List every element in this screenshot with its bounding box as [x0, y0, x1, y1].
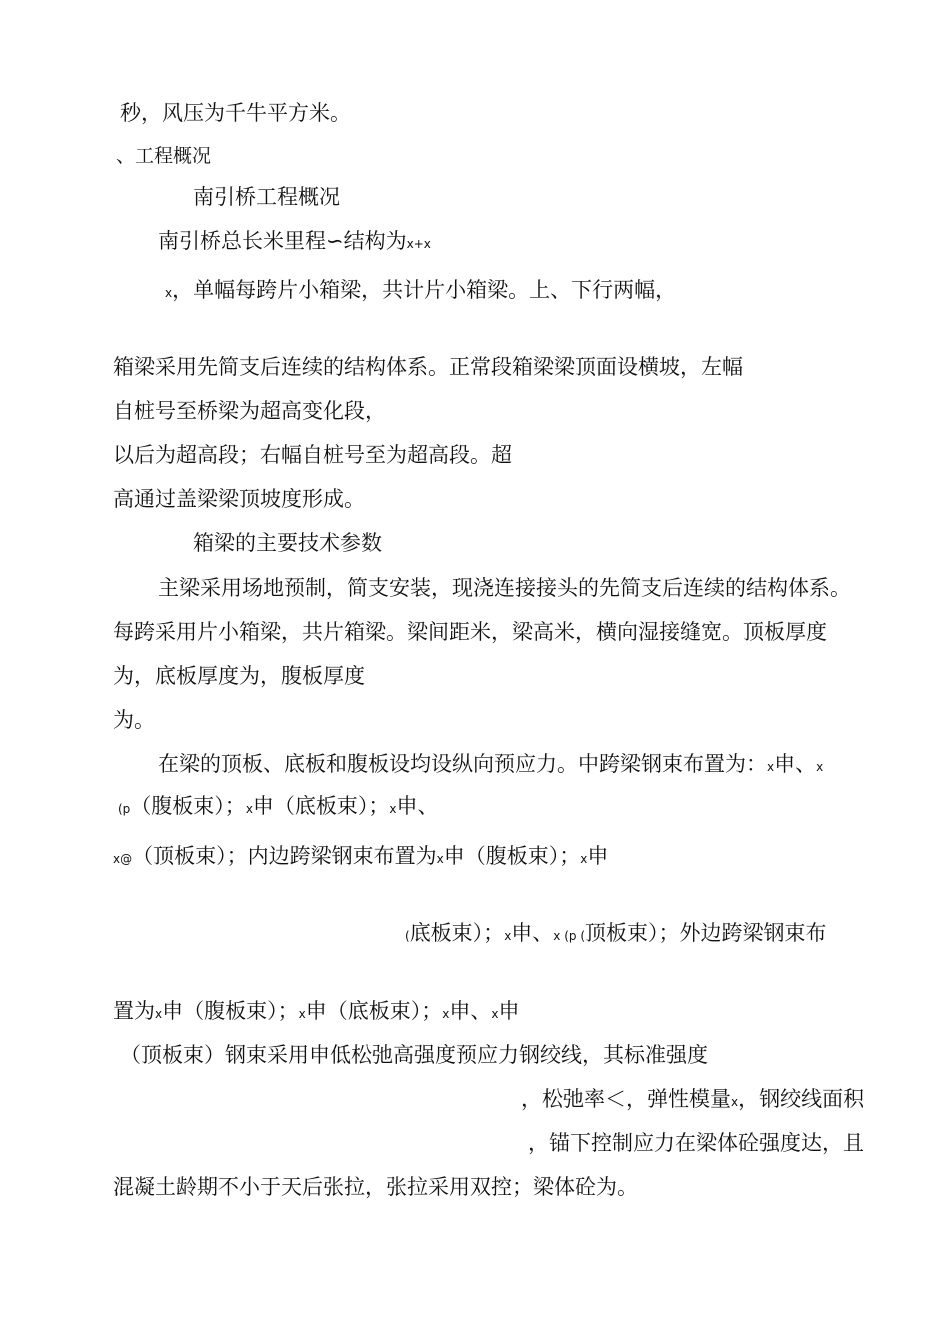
text-line: 混凝土龄期不小于天后张拉，张拉采用双控；梁体砼为。 — [113, 1175, 638, 1199]
text-line: 高通过盖梁梁顶坡度形成。 — [113, 487, 365, 511]
text-line: 南引桥总长米里程∽结构为x+x — [158, 229, 431, 253]
text-line: 在梁的顶板、底板和腹板设均设纵向预应力。中跨梁钢束布置为：x申、x — [158, 752, 824, 776]
section-heading: 、工程概况 — [116, 145, 212, 167]
text-line: 自桩号至桥梁为超高变化段， — [113, 399, 386, 423]
text-line: x，单幅每跨片小箱梁，共计片小箱梁。上、下行两幅， — [165, 278, 677, 302]
text-line: (p（腹板束）；x申（底板束）；x申、 — [118, 794, 439, 818]
text-line: 以后为超高段；右幅自桩号至为超高段。超 — [113, 443, 512, 467]
text-line: 主梁采用场地预制，简支安装，现浇连接接头的先简支后连续的结构体系。 — [158, 576, 851, 600]
text-line: x@（顶板束）；内边跨梁钢束布置为x申（腹板束）；x申 — [113, 844, 609, 868]
text-line: ，锚下控制应力在梁体砼强度达，且 — [528, 1131, 864, 1155]
text-line: （顶板束）钢束采用申低松弛高强度预应力钢绞线，其标准强度 — [120, 1043, 708, 1067]
text-line: 为，底板厚度为，腹板厚度 — [113, 664, 365, 688]
text-line: 箱梁采用先简支后连续的结构体系。正常段箱梁梁顶面设横坡，左幅 — [113, 355, 743, 379]
text-line: ，松弛率＜，弹性模量x，钢绞线面积 — [521, 1087, 865, 1111]
text-line: 置为x申（腹板束）；x申（底板束）；x申、x申 — [113, 999, 520, 1023]
subsection-heading: 南引桥工程概况 — [193, 185, 340, 209]
subsection-heading: 箱梁的主要技术参数 — [193, 531, 382, 555]
text-line: (底板束）；x申、x (p (顶板束）；外边跨梁钢束布 — [405, 921, 827, 945]
text-line: 秒，风压为千牛平方米。 — [120, 101, 351, 125]
text-line: 每跨采用片小箱梁，共片箱梁。梁间距米，梁高米，横向湿接缝宽。顶板厚度 — [113, 620, 827, 644]
text-line: 为。 — [113, 708, 155, 732]
